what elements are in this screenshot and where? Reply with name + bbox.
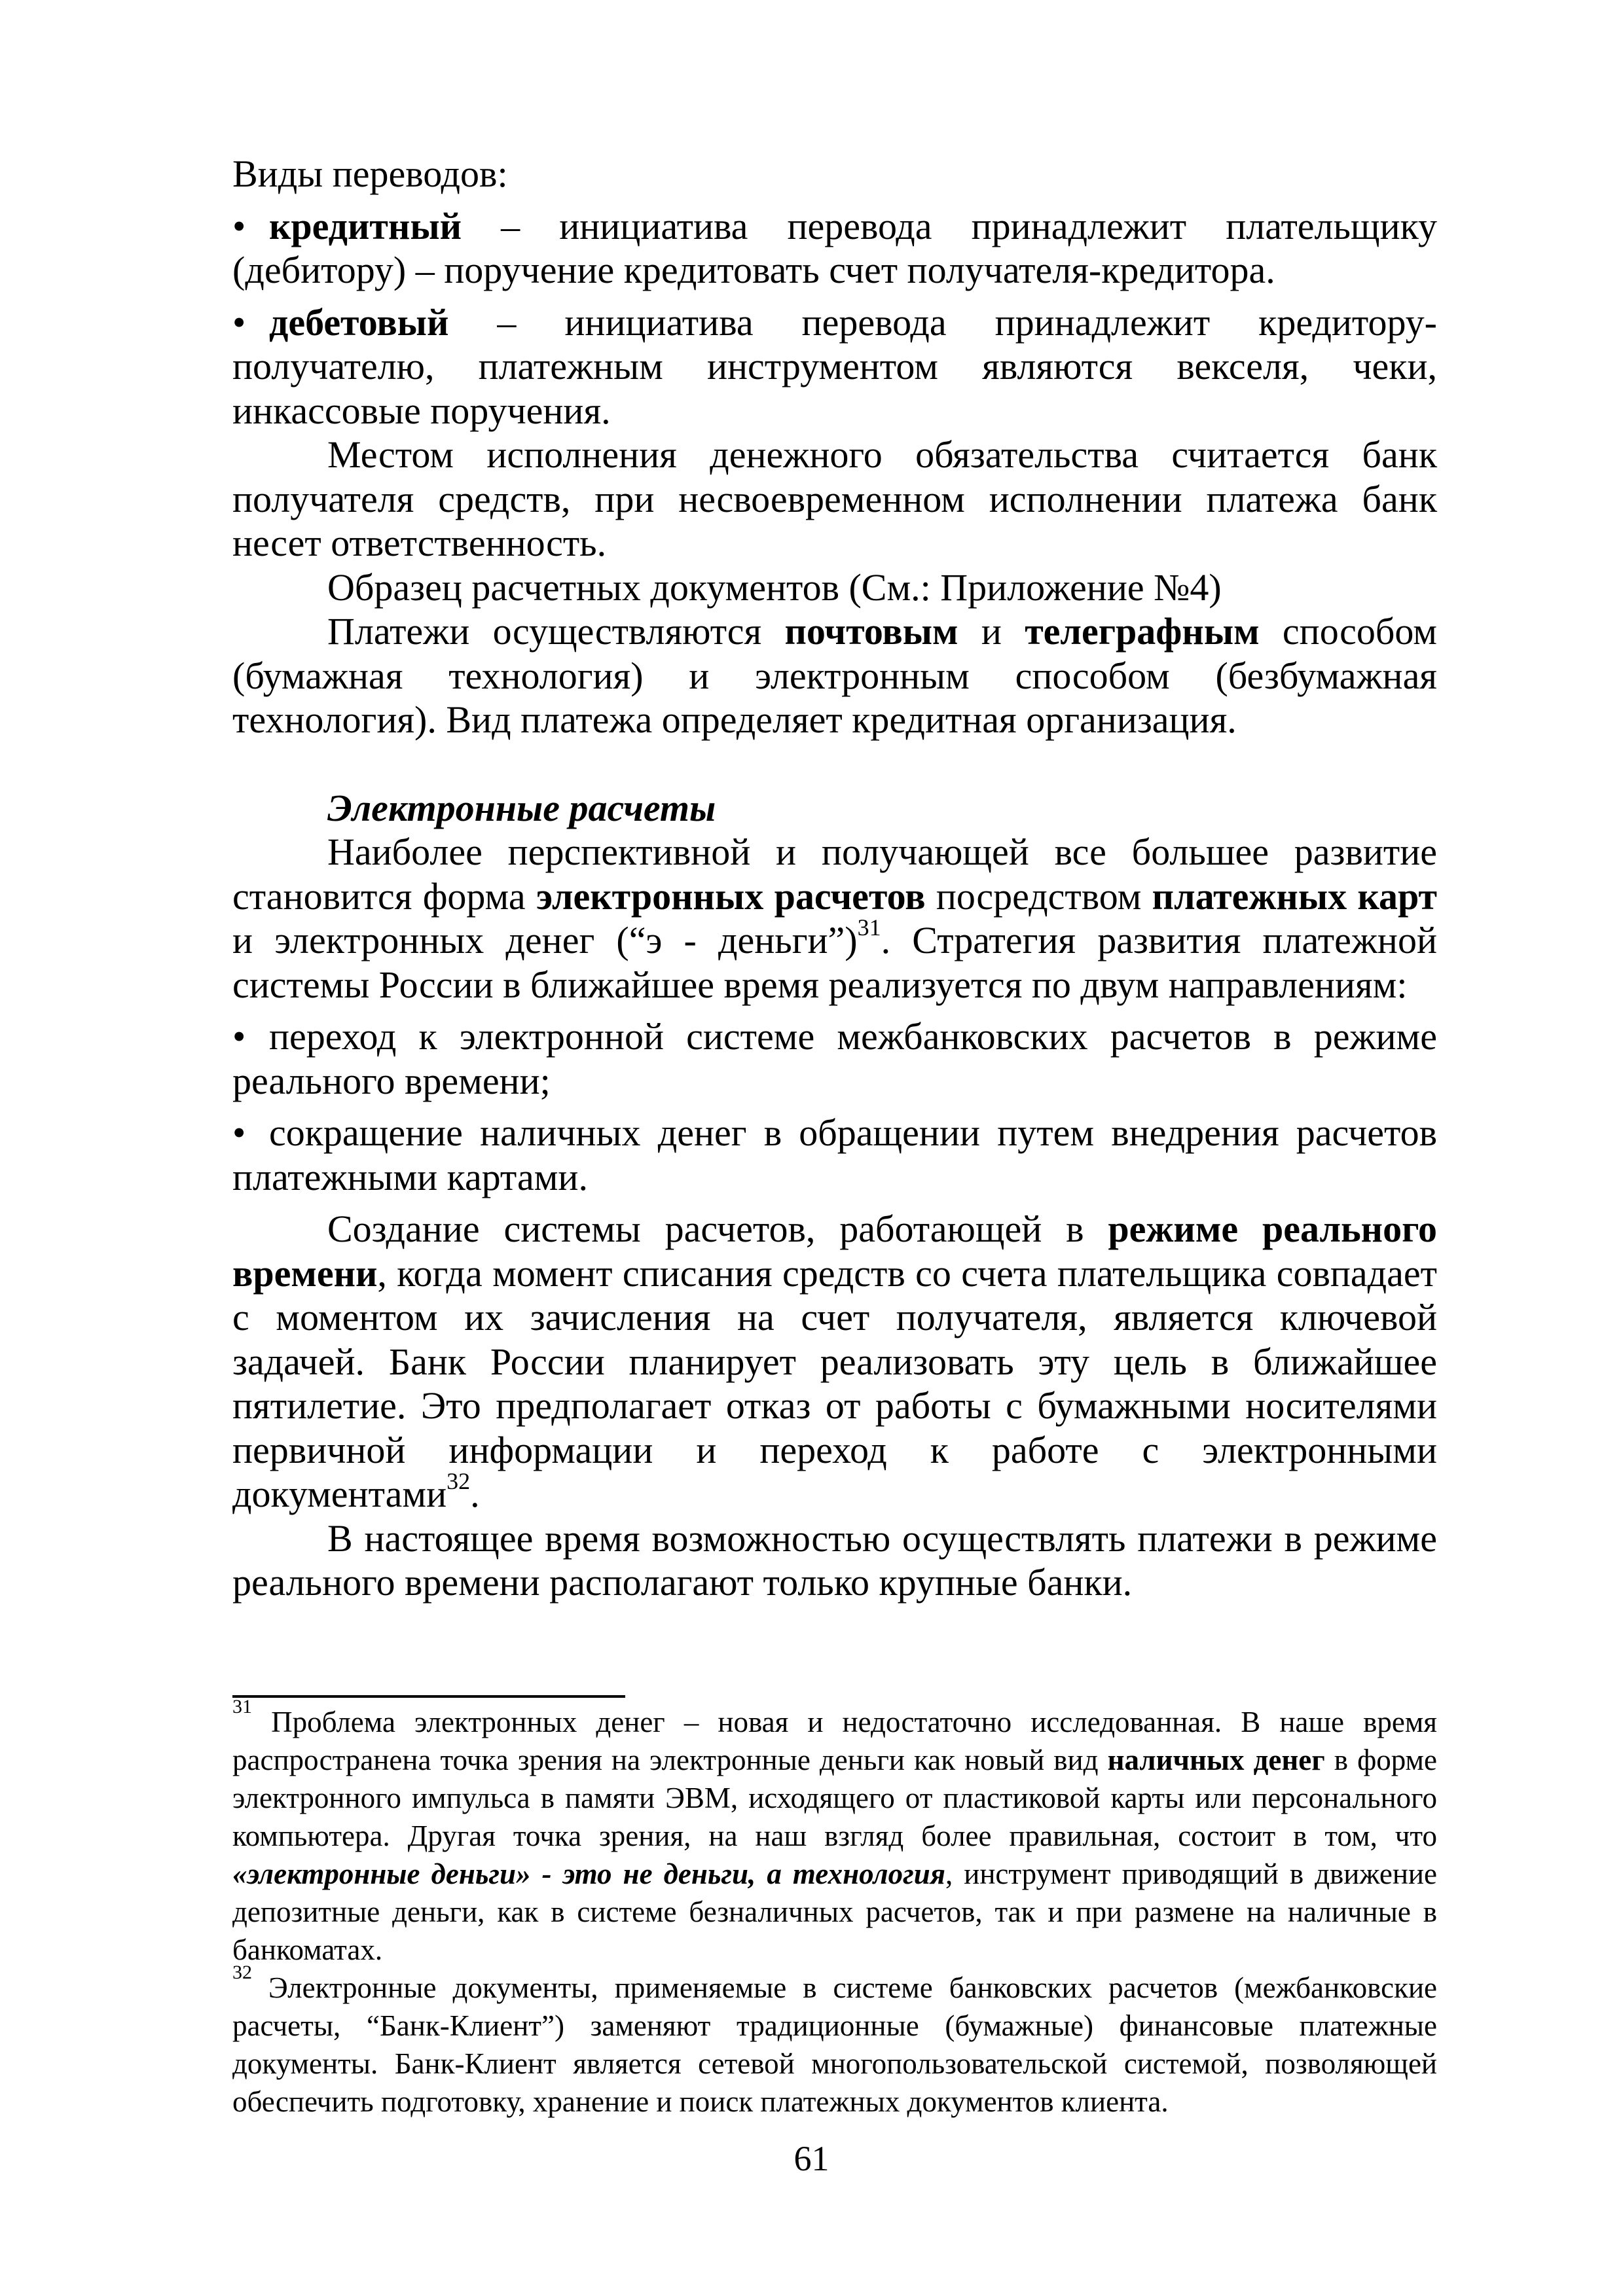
bullet-debit: • дебетовый – инициатива перевода принадлежит кредитору-получателю, платежным инструментом являются векселя, чеки, инкассовые поручения. [232,300,1437,432]
paragraph-creation: Создание системы расчетов, работающей в режиме реального времени, когда момент списания средств со счета плательщика совпадает с моментом их зачисления на счет получателя, является ключевой задачей. Банк России планирует реализовать эту цель в ближайшее пятилетие. Это предполагает отказ от работы с бумажными носителями первичной информации и переход к работе с электронными документами$^{32}$. [232,1208,1437,1515]
types-heading: Виды переводов: [232,152,508,195]
bullet-icon: • [232,1015,246,1058]
footnote-separator [232,1695,625,1698]
footnote-31: $^{31}$ Проблема электронных денег – новая и недостаточно исследованная. В наше время распространена точка зрения на электронные деньги как новый вид наличных денег в форме электронного импульса в памяти ЭВМ, исходящего от пластиковой карты или персонального компьютера. Другая точка зрения, на наш взгляд более правильная, состоит в том, что «электронные деньги» - это не деньги, а технология, инструмент приводящий в движение депозитные деньги, как в системе безналичных расчетов, так и при размене на наличные в банкоматах. [232,1696,1437,1966]
paragraph-payments: Платежи осуществляются почтовым и телеграфным способом (бумажная технология) и электронным способом (безбумажная технология). Вид платежа определяет кредитная организация. [232,610,1438,741]
page-number: 61 [793,2139,830,2178]
paragraph-present: В настоящее время возможностью осуществлять платежи в режиме реального времени располагают только крупные банки. [232,1516,1437,1604]
bullet-realtime: • переход к электронной системе межбанковских расчетов в режиме реального времени; [232,1015,1437,1102]
bullet-cash: • сокращение наличных денег в обращении путем внедрения расчетов платежными картами. [232,1111,1437,1198]
bullet-icon: • [232,300,246,344]
bullet-icon: • [232,204,246,247]
paragraph-place: Местом исполнения денежного обязательства считается банк получателя средств, при несвоевременном исполнении платежа банк несет ответственность. [232,433,1437,564]
footnotes [232,1696,1437,2121]
paragraph-prospect: Наиболее перспективной и получающей все большее развитие становится форма электронных расчетов посредством платежных карт и электронных денег (“э - деньги”)$^{31}$. Стратегия развития платежной системы России в ближайшее время реализуется по двум направлениям: [232,831,1438,1006]
footnote-32: $^{32}$ Электронные документы, применяемые в системе банковских расчетов (межбанковские расчеты, “Банк-Клиент”) заменяют традиционные (бумажные) финансовые платежные документы. Банк-Клиент является сетевой многопользовательской системой, позволяющей обеспечить подготовку, хранение и поиск платежных документов клиента. [232,1962,1437,2118]
bullet-icon: • [232,1111,246,1154]
footnote-ref-32: 32 [447,1468,471,1494]
footnote-ref-31: 31 [857,914,881,941]
paragraph-sample: Образец расчетных документов (См.: Приложение №4) [327,565,1222,609]
section-title: Электронные расчеты [327,786,716,829]
bullet-credit: • кредитный – инициатива перевода принадлежит плательщику (дебитору) – поручение кредитовать счет получателя-кредитора. [232,204,1437,291]
main-text [232,152,1437,1605]
